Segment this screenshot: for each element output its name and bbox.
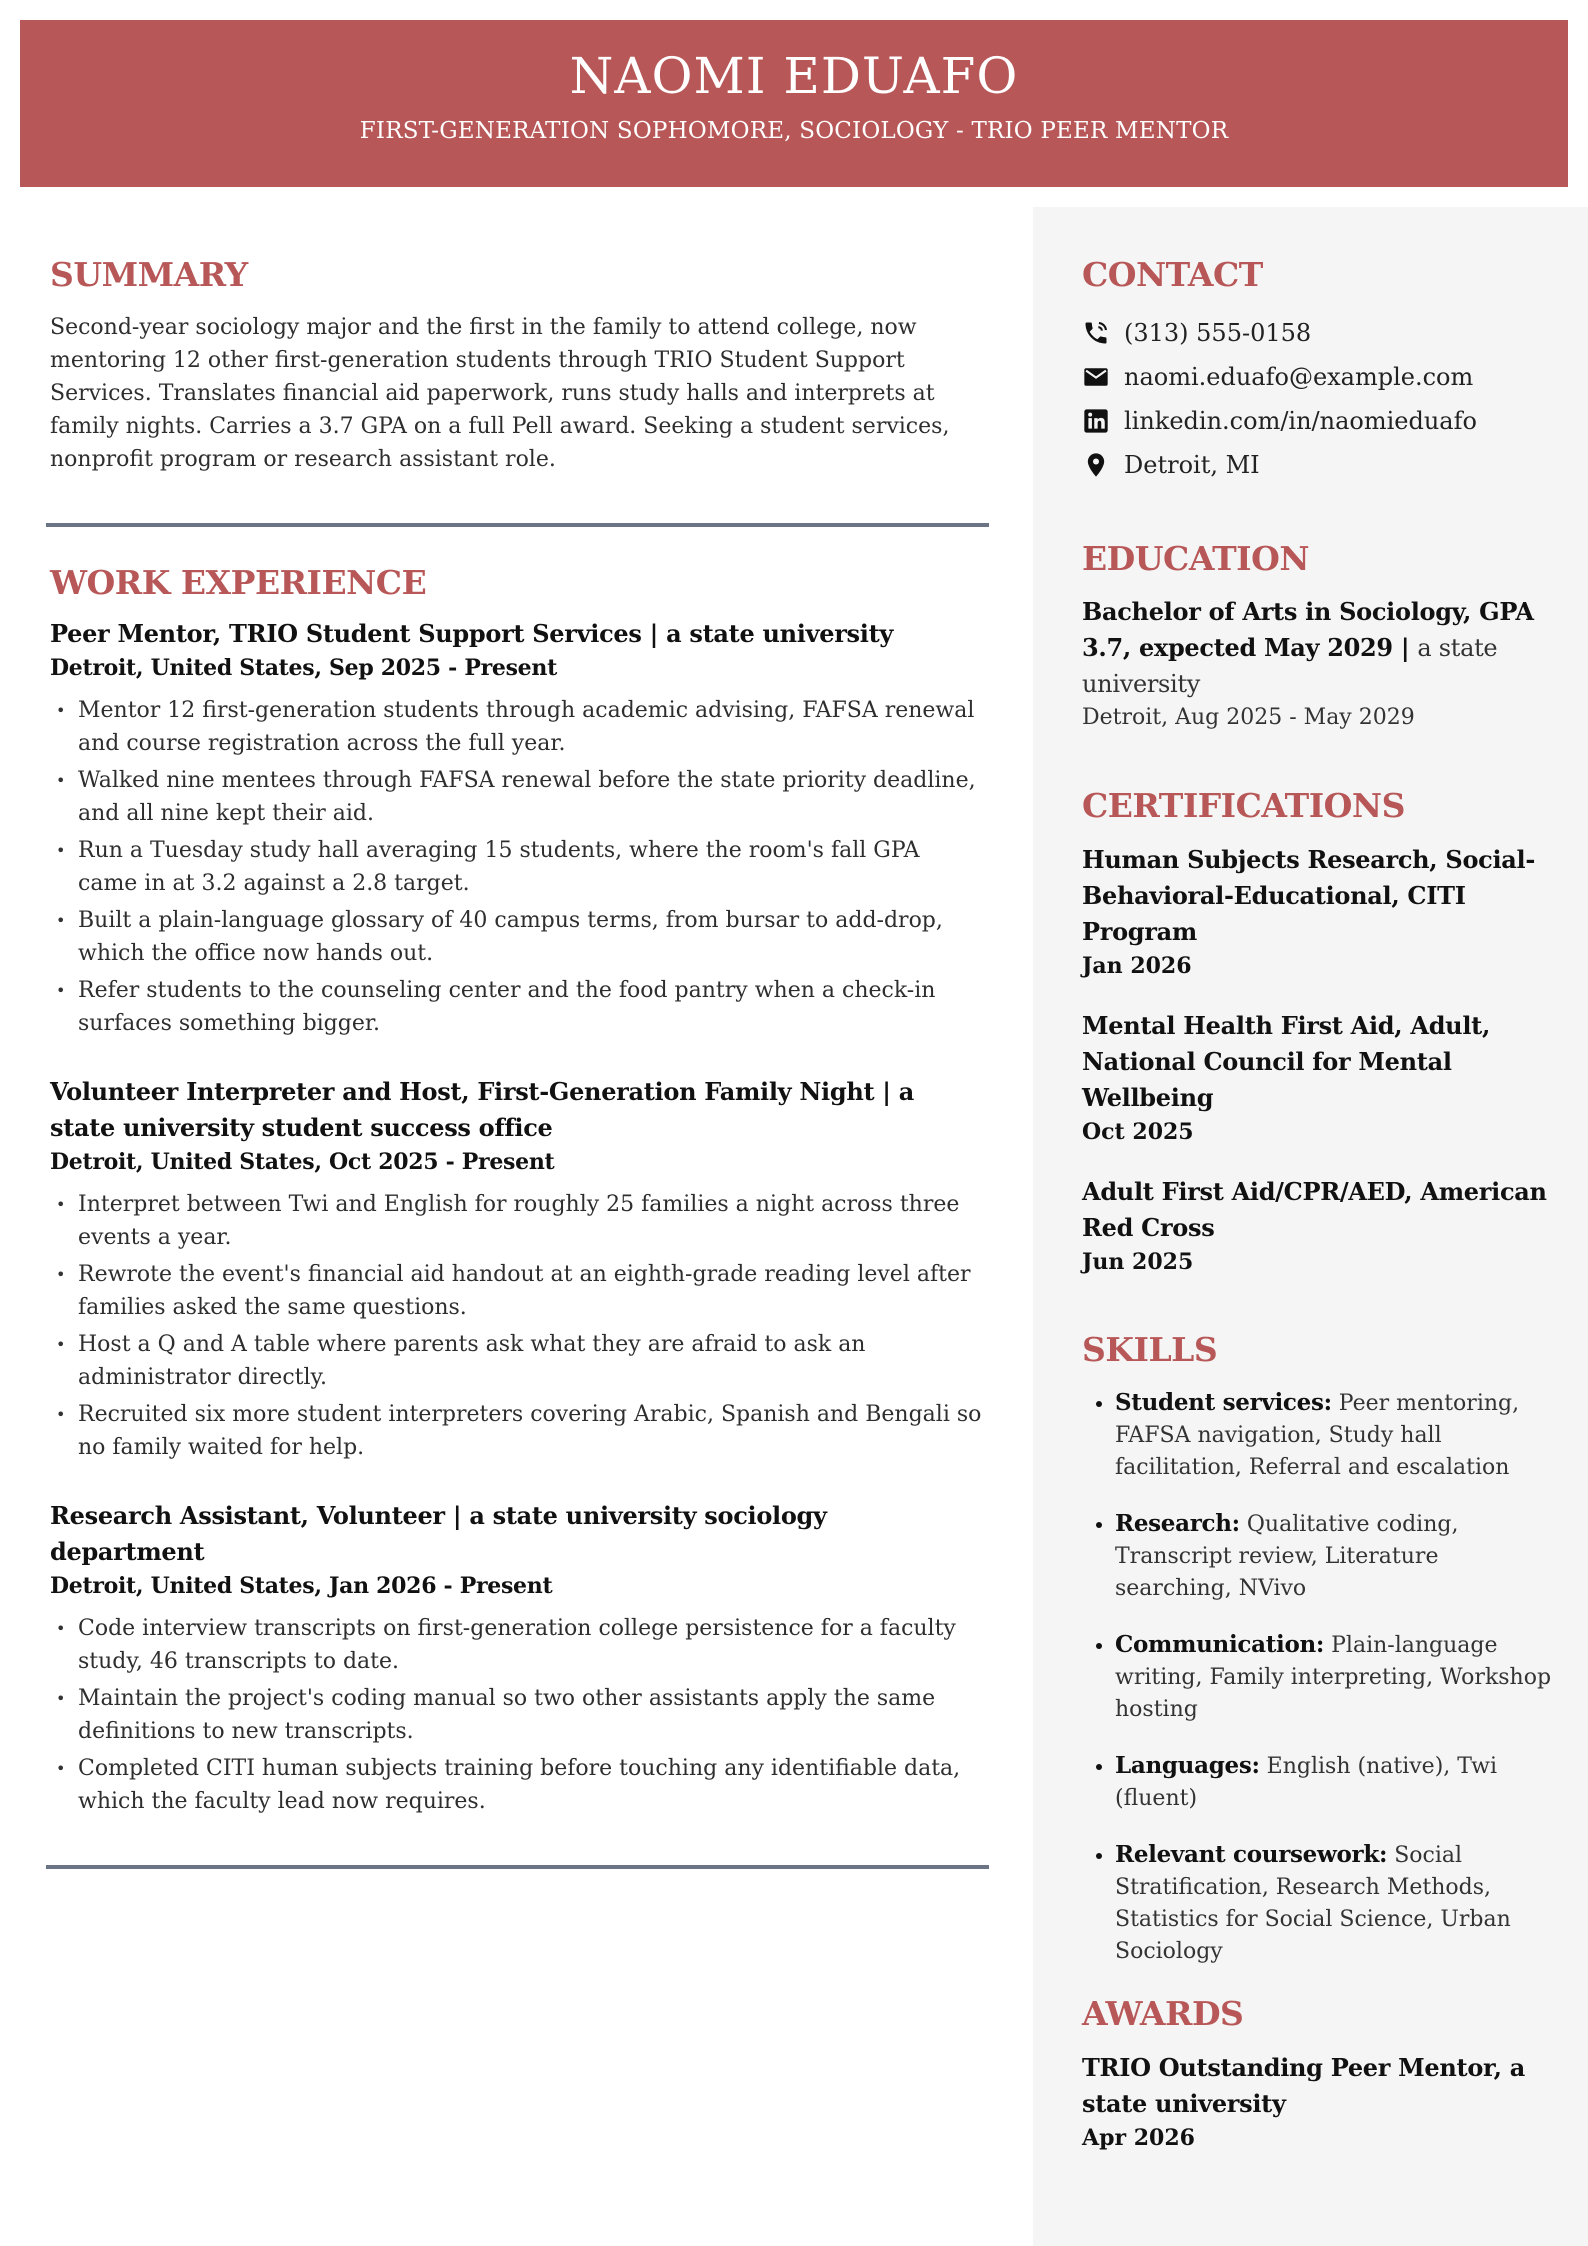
candidate-headline: FIRST-GENERATION SOPHOMORE, SOCIOLOGY - TRIO PEER MENTOR bbox=[359, 118, 1229, 144]
skill-item bbox=[1115, 1629, 1552, 1726]
job-title: Peer Mentor, TRIO Student Support Services | a state university bbox=[50, 619, 894, 649]
certification-name: Adult First Aid/CPR/AED, American Red Cross bbox=[1082, 1176, 1547, 1242]
linkedin-icon bbox=[1082, 407, 1110, 435]
skill-value: Peer mentoring, FAFSA navigation, Study hall facilitation, Referral and escalation bbox=[1115, 1391, 1520, 1481]
job-title: Research Assistant, Volunteer | a state university sociology department bbox=[50, 1501, 827, 1567]
job-bullets bbox=[50, 694, 985, 1040]
skill-item bbox=[1115, 1750, 1552, 1815]
skill-label: Relevant coursework: bbox=[1115, 1841, 1388, 1869]
job-entry bbox=[50, 616, 985, 1040]
resume-header bbox=[20, 20, 1568, 187]
list-item: • Walked nine mentees through FAFSA renewal before the state priority deadline, and all nine kept their aid. bbox=[50, 764, 985, 830]
job-entry bbox=[50, 1074, 985, 1464]
section-title: CONTACT bbox=[1082, 255, 1263, 294]
summary-section bbox=[50, 255, 985, 476]
list-item: • Refer students to the counseling center and the food pantry when a check-in surfaces something bigger. bbox=[50, 974, 985, 1040]
education-location-dates: Detroit, Aug 2025 - May 2029 bbox=[1082, 705, 1415, 731]
list-item: • Code interview transcripts on first-generation college persistence for a faculty study, 46 transcripts to date. bbox=[50, 1612, 985, 1678]
list-item: • Recruited six more student interpreters covering Arabic, Spanish and Bengali so no family waited for help. bbox=[50, 1398, 985, 1464]
contact-list bbox=[1082, 311, 1552, 487]
certification-date: Jan 2026 bbox=[1082, 952, 1192, 979]
section-title: AWARDS bbox=[1082, 1994, 1244, 2034]
phone-icon bbox=[1082, 319, 1110, 347]
skill-value: Social Stratification, Research Methods, Statistics for Social Science, Urban Sociology bbox=[1115, 1843, 1511, 1965]
email-address[interactable]: naomi.eduafo@example.com bbox=[1124, 362, 1474, 391]
location-text: Detroit, MI bbox=[1124, 450, 1260, 479]
skill-item bbox=[1115, 1508, 1552, 1605]
job-bullets bbox=[50, 1188, 985, 1464]
award-date: Apr 2026 bbox=[1082, 2124, 1195, 2151]
phone-number[interactable]: (313) 555-0158 bbox=[1124, 318, 1312, 347]
skill-value: Qualitative coding, Transcript review, Literature searching, NVivo bbox=[1115, 1512, 1459, 1602]
contact-linkedin bbox=[1082, 399, 1552, 443]
section-title: SUMMARY bbox=[50, 255, 248, 294]
section-divider bbox=[46, 1865, 989, 1869]
certification-entry bbox=[1082, 1008, 1552, 1148]
sidebar-column bbox=[1082, 255, 1552, 2154]
awards-section bbox=[1082, 1994, 1552, 2154]
degree-separator: | bbox=[1392, 633, 1418, 663]
work-experience-section bbox=[50, 563, 985, 1819]
skill-label: Student services: bbox=[1115, 1389, 1332, 1417]
list-item: • Built a plain-language glossary of 40 campus terms, from bursar to add-drop, which the office now hands out. bbox=[50, 904, 985, 970]
list-item: • Mentor 12 first-generation students through academic advising, FAFSA renewal and course registration across the full year. bbox=[50, 694, 985, 760]
contact-phone bbox=[1082, 311, 1552, 355]
contact-email bbox=[1082, 355, 1552, 399]
candidate-name: NAOMI EDUAFO bbox=[569, 47, 1019, 105]
skill-label: Research: bbox=[1115, 1510, 1240, 1538]
job-bullets bbox=[50, 1612, 985, 1818]
certification-name: Human Subjects Research, Social-Behavioral-Educational, CITI Program bbox=[1082, 844, 1536, 946]
email-icon bbox=[1082, 363, 1110, 391]
main-column bbox=[50, 255, 985, 1905]
skill-label: Languages: bbox=[1115, 1752, 1260, 1780]
certifications-section bbox=[1082, 786, 1552, 1278]
skills-list bbox=[1082, 1387, 1552, 1968]
skill-label: Communication: bbox=[1115, 1631, 1325, 1659]
skills-section bbox=[1082, 1330, 1552, 1969]
certification-date: Oct 2025 bbox=[1082, 1118, 1194, 1145]
school-name: a state university bbox=[1082, 634, 1498, 699]
job-title: Volunteer Interpreter and Host, First-Generation Family Night | a state university student success office bbox=[50, 1077, 915, 1143]
skill-value: Plain-language writing, Family interpreting, Workshop hosting bbox=[1115, 1633, 1552, 1723]
section-title: WORK EXPERIENCE bbox=[50, 562, 427, 602]
certification-entry bbox=[1082, 1174, 1552, 1278]
section-title: CERTIFICATIONS bbox=[1082, 786, 1405, 826]
education-entry bbox=[1082, 594, 1552, 702]
award-entry bbox=[1082, 2050, 1552, 2154]
linkedin-url[interactable]: linkedin.com/in/naomieduafo bbox=[1124, 406, 1477, 435]
list-item: • Maintain the project's coding manual so two other assistants apply the same definitions to new transcripts. bbox=[50, 1682, 985, 1748]
award-name: TRIO Outstanding Peer Mentor, a state university bbox=[1082, 2052, 1525, 2118]
list-item: • Completed CITI human subjects training before touching any identifiable data, which the faculty lead now requires. bbox=[50, 1752, 985, 1818]
certification-name: Mental Health First Aid, Adult, National Council for Mental Wellbeing bbox=[1082, 1010, 1490, 1112]
contact-location bbox=[1082, 443, 1552, 487]
job-location-dates: Detroit, United States, Oct 2025 - Present bbox=[50, 1149, 555, 1176]
contact-section bbox=[1082, 255, 1552, 487]
list-item: • Run a Tuesday study hall averaging 15 students, where the room's fall GPA came in at 3.2 against a 2.8 target. bbox=[50, 834, 985, 900]
summary-text: Second-year sociology major and the first in the family to attend college, now mentoring 12 other first-generation students through TRIO Student Support Services. Translates financial aid paperwork, runs study halls and interprets at family nights. Carries a 3.7 GPA on a full Pell award. Seeking a student services, nonprofit program or research assistant role. bbox=[50, 314, 950, 472]
list-item: • Rewrote the event's financial aid handout at an eighth-grade reading level after families asked the same questions. bbox=[50, 1258, 985, 1324]
location-icon bbox=[1082, 451, 1110, 479]
skill-item bbox=[1115, 1387, 1552, 1484]
job-location-dates: Detroit, United States, Jan 2026 - Present bbox=[50, 1573, 553, 1600]
job-entry bbox=[50, 1498, 985, 1818]
job-location-dates: Detroit, United States, Sep 2025 - Present bbox=[50, 655, 557, 682]
certification-date: Jun 2025 bbox=[1082, 1248, 1194, 1275]
degree-name: Bachelor of Arts in Sociology, GPA 3.7, expected May 2029 bbox=[1082, 597, 1534, 663]
skill-item bbox=[1115, 1839, 1552, 1968]
list-item: • Interpret between Twi and English for roughly 25 families a night across three events a year. bbox=[50, 1188, 985, 1254]
section-divider bbox=[46, 523, 989, 527]
education-section bbox=[1082, 539, 1552, 735]
certification-entry bbox=[1082, 842, 1552, 982]
list-item: • Host a Q and A table where parents ask what they are afraid to ask an administrator directly. bbox=[50, 1328, 985, 1394]
section-title: EDUCATION bbox=[1082, 538, 1310, 578]
skill-value: English (native), Twi (fluent) bbox=[1115, 1754, 1498, 1812]
section-title: SKILLS bbox=[1082, 1329, 1218, 1369]
